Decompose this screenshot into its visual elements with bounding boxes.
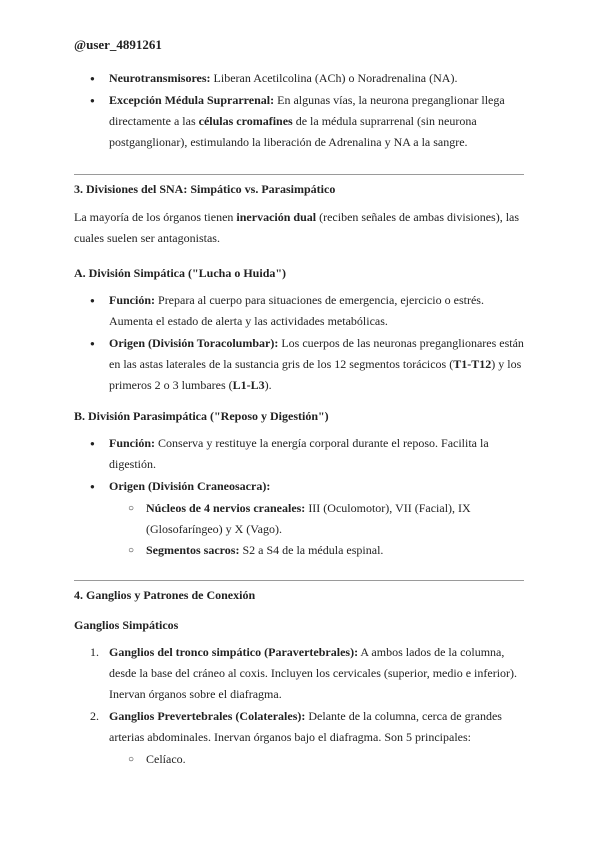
bullet-icon: ● xyxy=(90,296,95,305)
list-number: 1. xyxy=(90,645,99,659)
divider xyxy=(74,174,524,175)
parasimpatica-list xyxy=(74,433,528,561)
term: Excepción Médula Suprarrenal: xyxy=(109,93,275,107)
term: Función: xyxy=(109,293,156,307)
term: células cromafines xyxy=(198,114,293,128)
text: ). xyxy=(264,378,272,392)
bullet-icon: ● xyxy=(90,96,95,105)
divider xyxy=(74,580,524,581)
term: Origen (División Craneosacra): xyxy=(109,479,271,493)
sub-list-item xyxy=(74,498,528,540)
text: Celíaco. xyxy=(146,752,186,766)
section-heading: 4. Ganglios y Patrones de Conexión xyxy=(74,588,256,602)
term: Origen (División Toracolumbar): xyxy=(109,336,279,350)
bullet-icon: ● xyxy=(90,339,95,348)
bullet-icon: ● xyxy=(90,482,95,491)
term: L1-L3 xyxy=(232,378,265,392)
sub-list-item xyxy=(74,540,528,561)
subsection-heading: B. División Parasimpática ("Reposo y Digestión") xyxy=(74,409,329,423)
circle-bullet-icon: ○ xyxy=(128,503,135,514)
text: Prepara al cuerpo para situaciones de emergencia, ejercicio o estrés. Aumenta el estado de alerta y las actividades metabólicas. xyxy=(109,293,484,328)
term: Ganglios Prevertebrales (Colaterales): xyxy=(109,709,306,723)
text: III (Oculomotor), VII (Facial), IX (Glosofaríngeo) y X (Vago). xyxy=(146,501,471,536)
term: Función: xyxy=(109,436,156,450)
text: La mayoría de los órganos tienen xyxy=(74,210,237,224)
text: de la médula suprarrenal (sin neurona postganglionar), estimulando la liberación de Adrenalina y NA a la sangre. xyxy=(109,114,477,149)
bullet-icon: ● xyxy=(90,74,95,83)
list-item xyxy=(74,90,528,153)
text: Liberan Acetilcolina (ACh) o Noradrenalina (NA). xyxy=(210,71,458,85)
term: Ganglios del tronco simpático (Paravertebrales): xyxy=(109,645,359,659)
list-item xyxy=(74,476,528,497)
list-item xyxy=(74,433,528,475)
list-number: 2. xyxy=(90,709,99,723)
simpatica-list xyxy=(74,290,528,397)
term: inervación dual xyxy=(236,210,317,224)
list-item xyxy=(74,706,528,748)
text: (reciben señales de ambas divisiones), las cuales suelen ser antagonistas. xyxy=(74,210,520,245)
circle-bullet-icon: ○ xyxy=(128,545,135,556)
text: A ambos lados de la columna, desde la base del cráneo al coxis. Incluyen los cervicales (superior, medio e inferior). Inervan órganos sobre el diafragma. xyxy=(109,645,518,701)
subsection-heading: A. División Simpática ("Lucha o Huida") xyxy=(74,266,287,280)
circle-bullet-icon: ○ xyxy=(128,754,135,765)
text: En algunas vías, la neurona preganglionar llega directamente a las xyxy=(109,93,505,128)
user-handle: @user_4891261 xyxy=(74,37,162,52)
term: Núcleos de 4 nervios craneales: xyxy=(146,501,306,515)
term: Neurotransmisores: xyxy=(109,71,211,85)
list-item xyxy=(74,642,528,705)
list-item xyxy=(74,68,528,89)
list-item xyxy=(74,333,528,396)
text: ) y los primeros 2 o 3 lumbares ( xyxy=(109,357,522,392)
bullet-icon: ● xyxy=(90,439,95,448)
ganglios-list xyxy=(74,642,528,770)
subsection-heading: Ganglios Simpáticos xyxy=(74,618,179,632)
term: Segmentos sacros: xyxy=(146,543,240,557)
section-heading: 3. Divisiones del SNA: Simpático vs. Parasimpático xyxy=(74,182,336,196)
intro-bullet-list xyxy=(74,68,528,154)
text: Los cuerpos de las neuronas preganglionares están en las astas laterales de la sustancia gris de los 12 segmentos torácicos ( xyxy=(109,336,524,371)
sub-list-item xyxy=(74,749,528,770)
text: S2 a S4 de la médula espinal. xyxy=(239,543,384,557)
list-item xyxy=(74,290,528,332)
paragraph xyxy=(74,207,528,249)
text: Conserva y restituye la energía corporal durante el reposo. Facilita la digestión. xyxy=(109,436,489,471)
text: Delante de la columna, cerca de grandes arterias abdominales. Inervan órganos bajo el diafragma. Son 5 principales: xyxy=(109,709,502,744)
term: T1-T12 xyxy=(453,357,492,371)
